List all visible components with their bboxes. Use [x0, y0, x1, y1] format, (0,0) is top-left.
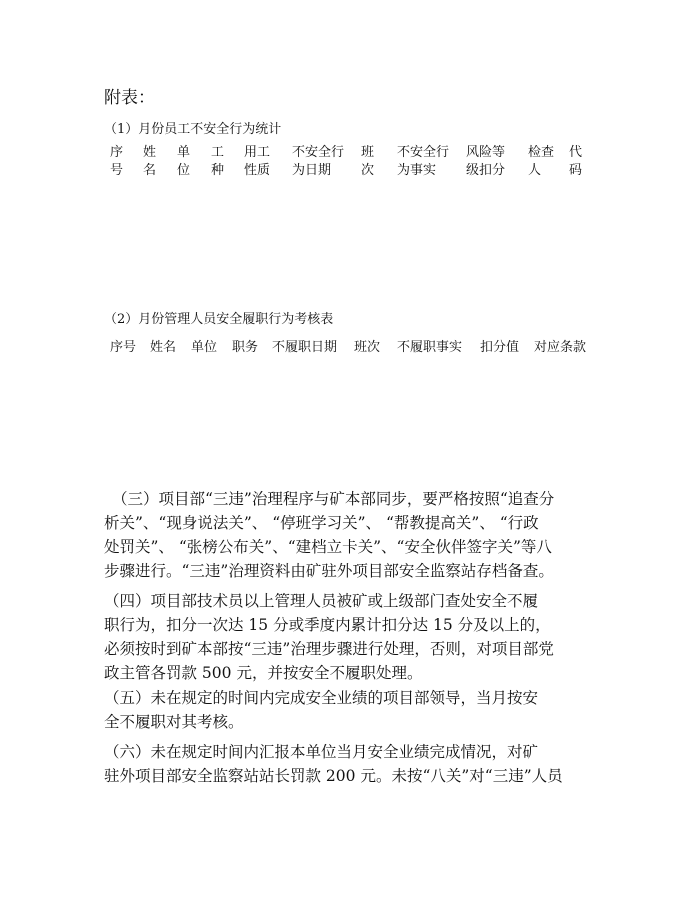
table1-header-cell: 单 位	[177, 145, 191, 178]
paragraph-report-penalty: （六）未在规定时间内汇报本单位当月安全业绩完成情况，对矿 驻外项目部安全监察站站长罚款 200 元。未按“八关”对“三违”人员	[104, 743, 563, 785]
table1-header-cell: 班 次	[361, 145, 375, 178]
paragraph-three-violations-procedure: （三）项目部“三违”治理程序与矿本部同步，要严格按照“追查分 析关”、“现身说法关”、 “停班学习关”、 “帮教提高关”、 “行政 处罚关”、 “张榜公布关”、“建档立卡关”、“安全伙伴签字关”等八 步骤进行。“三违”治理资料由矿驻外项目部安全监察站存档备查。	[104, 490, 555, 580]
table1-header-cell: 不安全行 为日期	[292, 145, 345, 178]
table2-header-cell: 扣分值	[480, 340, 520, 355]
table1-header-cell: 用工 性质	[244, 145, 271, 178]
table2-header-cell: 职务	[232, 340, 259, 355]
table1-header-cell: 检查 人	[528, 145, 555, 178]
table1-header-cell: 不安全行 为事实	[397, 145, 450, 178]
table2-caption: （2）月份管理人员安全履职行为考核表	[104, 312, 334, 327]
table2-header-cell: 对应条款	[534, 340, 587, 355]
appendix-label: 附表：	[104, 88, 155, 108]
table1-caption: （1）月份员工不安全行为统计	[104, 122, 282, 137]
table2-header-cell: 班次	[354, 340, 381, 355]
table1-header-cell: 代 码	[569, 145, 583, 178]
table1-header-cell: 姓 名	[143, 145, 157, 178]
table1-header-cell: 工 种	[211, 145, 225, 178]
paragraph-safety-performance: （五）未在规定的时间内完成安全业绩的项目部领导，当月按安 全不履职对其考核。	[104, 689, 539, 731]
table2-header-cell: 序号	[110, 340, 137, 355]
table1-header-cell: 序 号	[110, 145, 124, 178]
paragraph-manager-nonperformance: （四）项目部技术员以上管理人员被矿或上级部门查处安全不履 职行为，扣分一次达 15 分或季度内累计扣分达 15 分及以上的， 必须按时到矿本部按“三违”治理步骤进行处理，否则，对项目部党 政主管各罚款 500 元，并按安全不履职处理。	[104, 592, 554, 682]
table2-header-cell: 单位	[191, 340, 218, 355]
table1-header-cell: 风险等 级扣分	[466, 145, 506, 178]
table2-header-cell: 不履职日期	[272, 340, 338, 355]
table2-header-cell: 不履职事实	[397, 340, 463, 355]
table2-header-cell: 姓名	[150, 340, 177, 355]
